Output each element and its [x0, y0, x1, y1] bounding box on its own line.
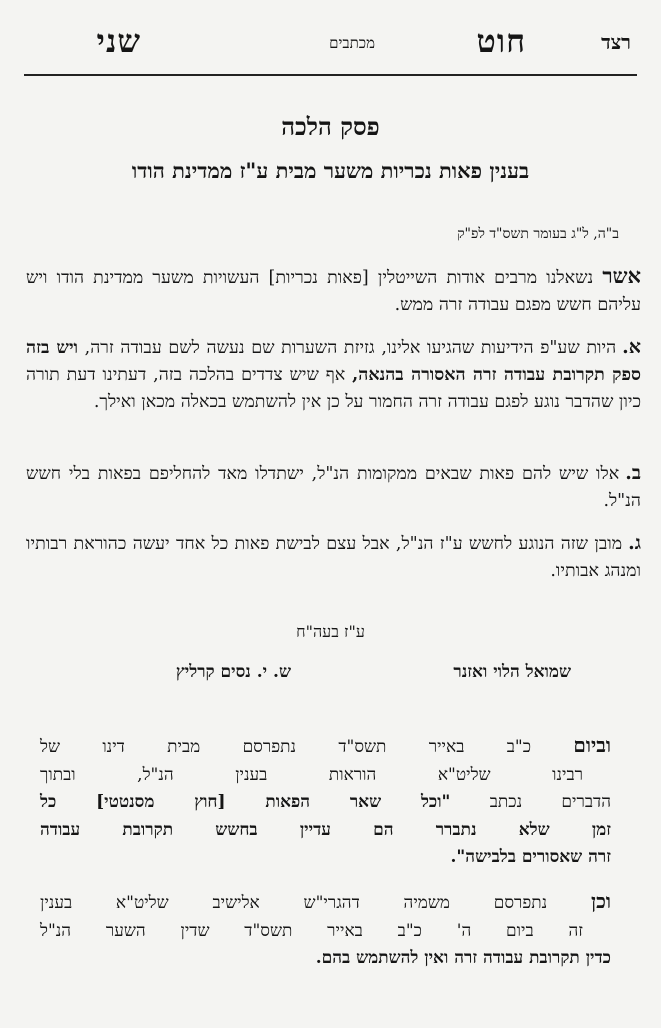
item-text-bold: ויש בזה ספק תקרובת עבודה זרה האסורה בהנאה, — [26, 338, 641, 385]
item-text-pre: היות שע"פ הידיעות שהגיעו אלינו, גזיזת השערות שם נעשה לשם עבודה זרה, — [84, 338, 617, 358]
note-line: רבינו שליט"א הוראות בענין הנ"ל, ובתוך — [40, 764, 583, 785]
ruling-item-a — [26, 334, 641, 416]
note-line: זה ביום ה' כ"ב באייר תשס"ד שדין השער הנ"ל — [40, 920, 583, 941]
document-date: ב"ה, ל"ג בעומר תשס"ד לפ"ק — [457, 226, 619, 242]
note-1 — [40, 732, 611, 872]
document-subtitle: בענין פאות נכריות משער מבית ע"ז ממדינת הודו — [131, 158, 530, 183]
item-number: ג. — [628, 532, 641, 554]
note-line: הדברים נכתב "וכל שאר הפאות [חוץ מסנטטי] כל — [40, 792, 611, 812]
note-lead-word: וביום — [573, 733, 611, 757]
note-line: כדין תקרובת עבודה זרה ואין להשתמש בהם. — [315, 948, 611, 968]
intro-lead-word: אשר — [602, 263, 641, 288]
intro-text: נשאלנו מרבים אודות השייטלין [פאות נכריות] העשויות משער ממדינת הודו ויש עליהם חשש מפגם עבודה זרה ממש. — [26, 268, 641, 315]
item-text-post: אף שיש צדדים בהלכה בזה, דעתינו דעת תורה כיון שהדבר נוגע לפגם עבודה זרה החמור על כן אין להשתמש בכאלה מכאן ואילך. — [26, 365, 641, 412]
note-lead-word: וכן — [591, 889, 611, 913]
header-title-second: שני — [96, 22, 141, 60]
item-text: מובן שזה הנוגע לחשש ע"ז הנ"ל, אבל עצם לבישת פאות כל אחד יעשה כהוראת רבותיו ומנהג אבותיו. — [26, 534, 641, 581]
ruling-item-c — [26, 530, 641, 585]
note-line: וכן נתפרסם משמיה דהגרי"ש אלישיב שליט"א בענין — [40, 889, 611, 913]
note-line: זרה שאסורים בלבישה". — [450, 847, 611, 867]
item-number: א. — [622, 336, 641, 358]
signature-1: שמואל הלוי ואזנר — [453, 662, 571, 682]
intro-paragraph — [26, 262, 641, 319]
approval-line: ע"ז בעה"ח — [296, 622, 365, 641]
header-section: מכתבים — [329, 34, 375, 52]
note-2 — [40, 888, 611, 973]
header-divider — [24, 74, 637, 76]
item-number: ב. — [625, 462, 641, 484]
note-bold-quote: "וכל שאר הפאות [חוץ מסנטטי] כל — [40, 792, 451, 812]
item-text: אלו שיש להם פאות שבאים ממקומות הנ"ל, ישתדלו מאד להחליפם בפאות בלי חשש הנ"ל. — [26, 464, 641, 511]
note-line: וביום כ"ב באייר תשס"ד נתפרסם מבית דינו של — [40, 733, 611, 757]
ruling-item-b — [26, 460, 641, 515]
signature-2: ש. י. נסים קרליץ — [175, 662, 291, 682]
header-page-number: רצד — [601, 30, 631, 54]
note-line: זמן שלא נתברר הם עדיין בחשש תקרובת עבודה — [40, 819, 611, 840]
document-title: פסק הלכה — [281, 112, 380, 141]
header-title-main: חוט — [476, 22, 526, 60]
